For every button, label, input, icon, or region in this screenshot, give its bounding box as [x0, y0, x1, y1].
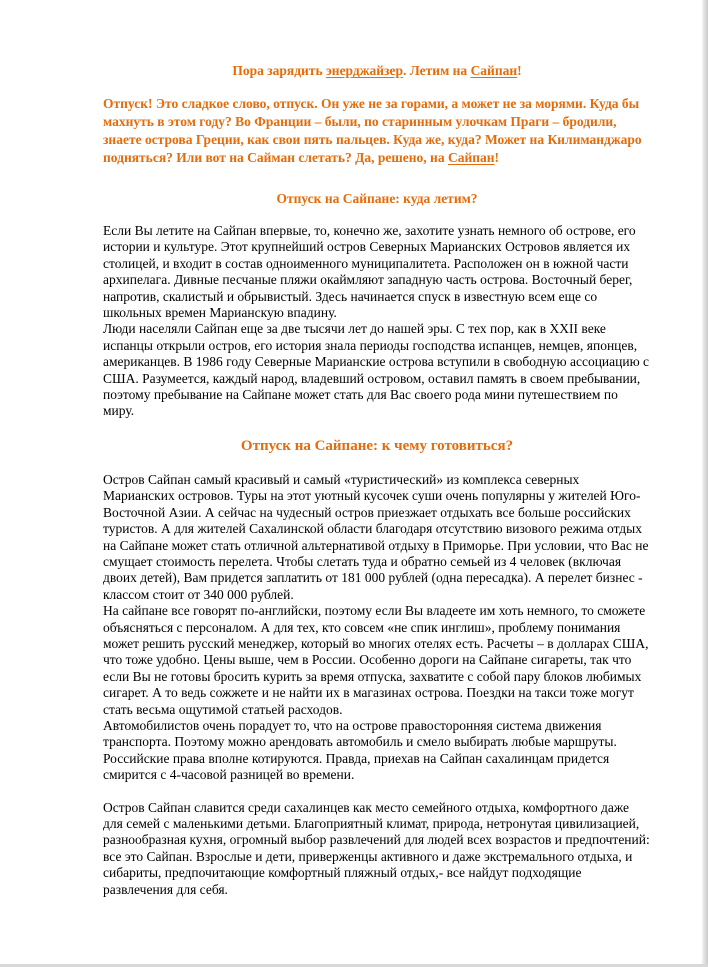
heading-what-to-prepare: Отпуск на Сайпане: к чему готовиться?	[240, 437, 514, 454]
intro-paragraph	[103, 95, 651, 167]
document-title	[103, 62, 651, 80]
section2-paragraph-2: На сайпане все говорят по-английски, поэтому если Вы владеете им хоть немного, то сможете объясняться с персоналом. А для тех, кто совсем «не спик инглиш», проблему понимания может решить русский менеджер, который во многих отелях есть. Расчеты – в долларах США, что тоже удобно. Цены выше, чем в России. Особенно дороги на Сайпане сигареты, так что если Вы не готовы бросить курить за время отпуска, захватите с собой пару блоков любимых сигарет. А то ведь сожжете и не найти их в магазинах острова. Поездки на такси тоже могут стать весьма ощутимой статьей расходов.	[103, 603, 649, 717]
intro-end: !	[494, 150, 500, 165]
section1-paragraph-2: Люди населяли Сайпан еще за две тысячи лет до нашей эры. С тех пор, как в XXII веке испанцы открыли остров, его история знала периоды господства испанцев, немцев, японцев, американцев. В 1986 году Северные Марианские острова вступили в свободную ассоциацию с США. Разумеется, каждый народ, владевший островом, оставил память в своем пребывании, поэтому пребывание на Сайпане может стать для Вас своего рода мини путешествием по миру.	[103, 321, 650, 419]
heading-where-to-fly: Отпуск на Сайпане: куда летим?	[276, 191, 478, 206]
intro-text: Отпуск! Это сладкое слово, отпуск. Он уже не за горами, а может не за морями. Куда бы махнуть в этом году? Во Франции – были, по старинным улочкам Праги – бродили, знаете острова Греции, как свои пять пальцев. Куда же, куда? Может на Килиманджаро подняться? Или вот на Сайман слетать? Да, решено, на	[103, 96, 642, 165]
title-link-energizer[interactable]: энерджайзер	[325, 63, 403, 78]
section3-paragraph-1: Остров Сайпан славится среди сахалинцев как место семейного отдыха, комфортного даже для семей с маленькими детьми. Благоприятный климат, природа, нетронутая цивилизацией, разнообразная кухня, огромный выбор развлечений для людей всех возрастов и предпочтений: все это Сайпан. Взрослые и дети, приверженцы активного и даже экстремального отдыха, и сибариты, предпочитающие комфортный пляжный отдых,- все найдут подходящие развлечения для себя.	[103, 799, 650, 897]
title-text-2: . Летим на	[402, 63, 471, 78]
title-link-saipan[interactable]: Сайпан	[470, 63, 518, 78]
section1-paragraph-1: Если Вы летите на Сайпан впервые, то, конечно же, захотите узнать немного об острове, его истории и культуре. Этот крупнейший остров Северных Марианских Островов является их столицей, и входит в состав одноименного муниципалитета. Расположен он в южной части архипелага. Дивные песчаные пляжи окаймляют западную часть острова. Восточный берег, напротив, скалистый и обрывистый. Здесь начинается спуск в известную всем еще со школьных времен Марианскую впадину.	[103, 223, 636, 321]
title-end: !	[517, 63, 522, 78]
paragraph-gap	[103, 784, 651, 800]
title-text: Пора зарядить	[232, 63, 326, 78]
section2-paragraph-1: Остров Сайпан самый красивый и самый «туристический» из комплекса северных Марианских островов. Туры на этот уютный кусочек суши очень популярны у жителей Юго-Восточной Азии. А сейчас на чудесный остров приезжает отдыхать все больше российских туристов. А для жителей Сахалинской области благодаря отсутствию визового режима отдых на Сайпане может стать отличной альтернативой отдыху в Приморье. При условии, что Вас не смущает стоимость перелета. Чтобы слетать туда и обратно семьей из 4 человек (включая двоих детей), Вам придется заплатить от 181 000 рублей (одна пересадка). А перелет бизнес - классом стоит от 340 000 рублей.	[103, 471, 649, 602]
page-edge	[702, 0, 708, 967]
intro-link-saipan[interactable]: Сайпан	[447, 150, 495, 165]
document-body	[103, 62, 651, 898]
section2-paragraph-3: Автомобилистов очень порадует то, что на острове правосторонняя система движения транспорта. Поэтому можно арендовать автомобиль и смело выбирать любые маршруты. Российские права вполне котируются. Правда, приехав на Сайпан сахалинцам придется смирится с 4-часовой разницей во времени.	[103, 717, 617, 783]
